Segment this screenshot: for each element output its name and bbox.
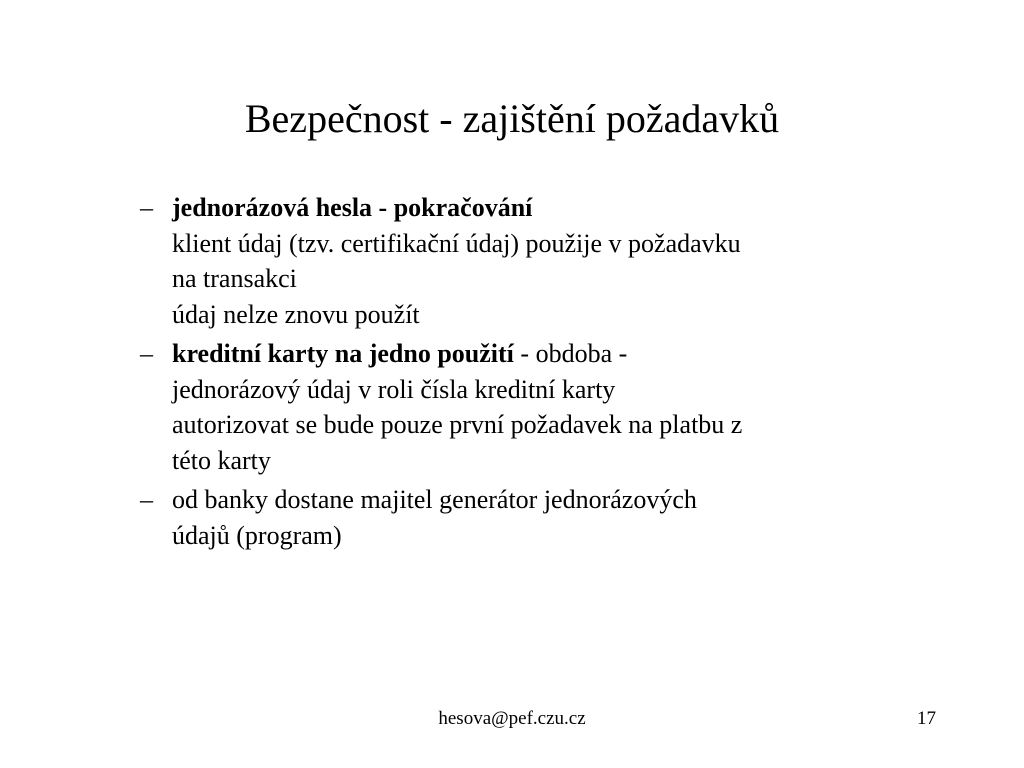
bullet-text-line: této karty <box>172 445 271 475</box>
bullet-text-line: klient údaj (tzv. certifikační údaj) použije v požadavku <box>172 228 741 258</box>
bullet-dash-icon: – <box>140 485 153 514</box>
footer-email: hesova@pef.czu.cz <box>438 708 586 729</box>
bullet-item-single-use-cards <box>127 336 927 478</box>
bullet-item-generator <box>127 482 927 553</box>
bullet-heading-suffix: - obdoba - <box>513 339 628 368</box>
bullet-heading: jednorázová hesla - pokračování <box>172 193 533 222</box>
page-number: 17 <box>917 708 936 729</box>
bullet-text-line: jednorázový údaj v roli čísla kreditní karty <box>172 374 616 404</box>
bullet-dash-icon: – <box>140 193 153 222</box>
bullet-text-line: autorizovat se bude pouze první požadavek na platbu z <box>172 410 743 439</box>
bullet-heading: kreditní karty na jedno použití <box>172 339 514 368</box>
slide-title: Bezpečnost - zajištění požadavků <box>244 96 780 141</box>
bullet-text-line: údaj nelze znovu použít <box>172 299 420 329</box>
bullet-text-line: od banky dostane majitel generátor jednorázových <box>172 485 697 514</box>
bullet-text-line: údajů (program) <box>172 520 342 550</box>
bullet-text-line: na transakci <box>172 264 297 293</box>
bullet-heading-line <box>172 336 927 372</box>
bullet-list <box>127 190 927 557</box>
bullet-dash-icon: – <box>140 339 153 368</box>
bullet-item-one-time-passwords <box>127 190 927 332</box>
